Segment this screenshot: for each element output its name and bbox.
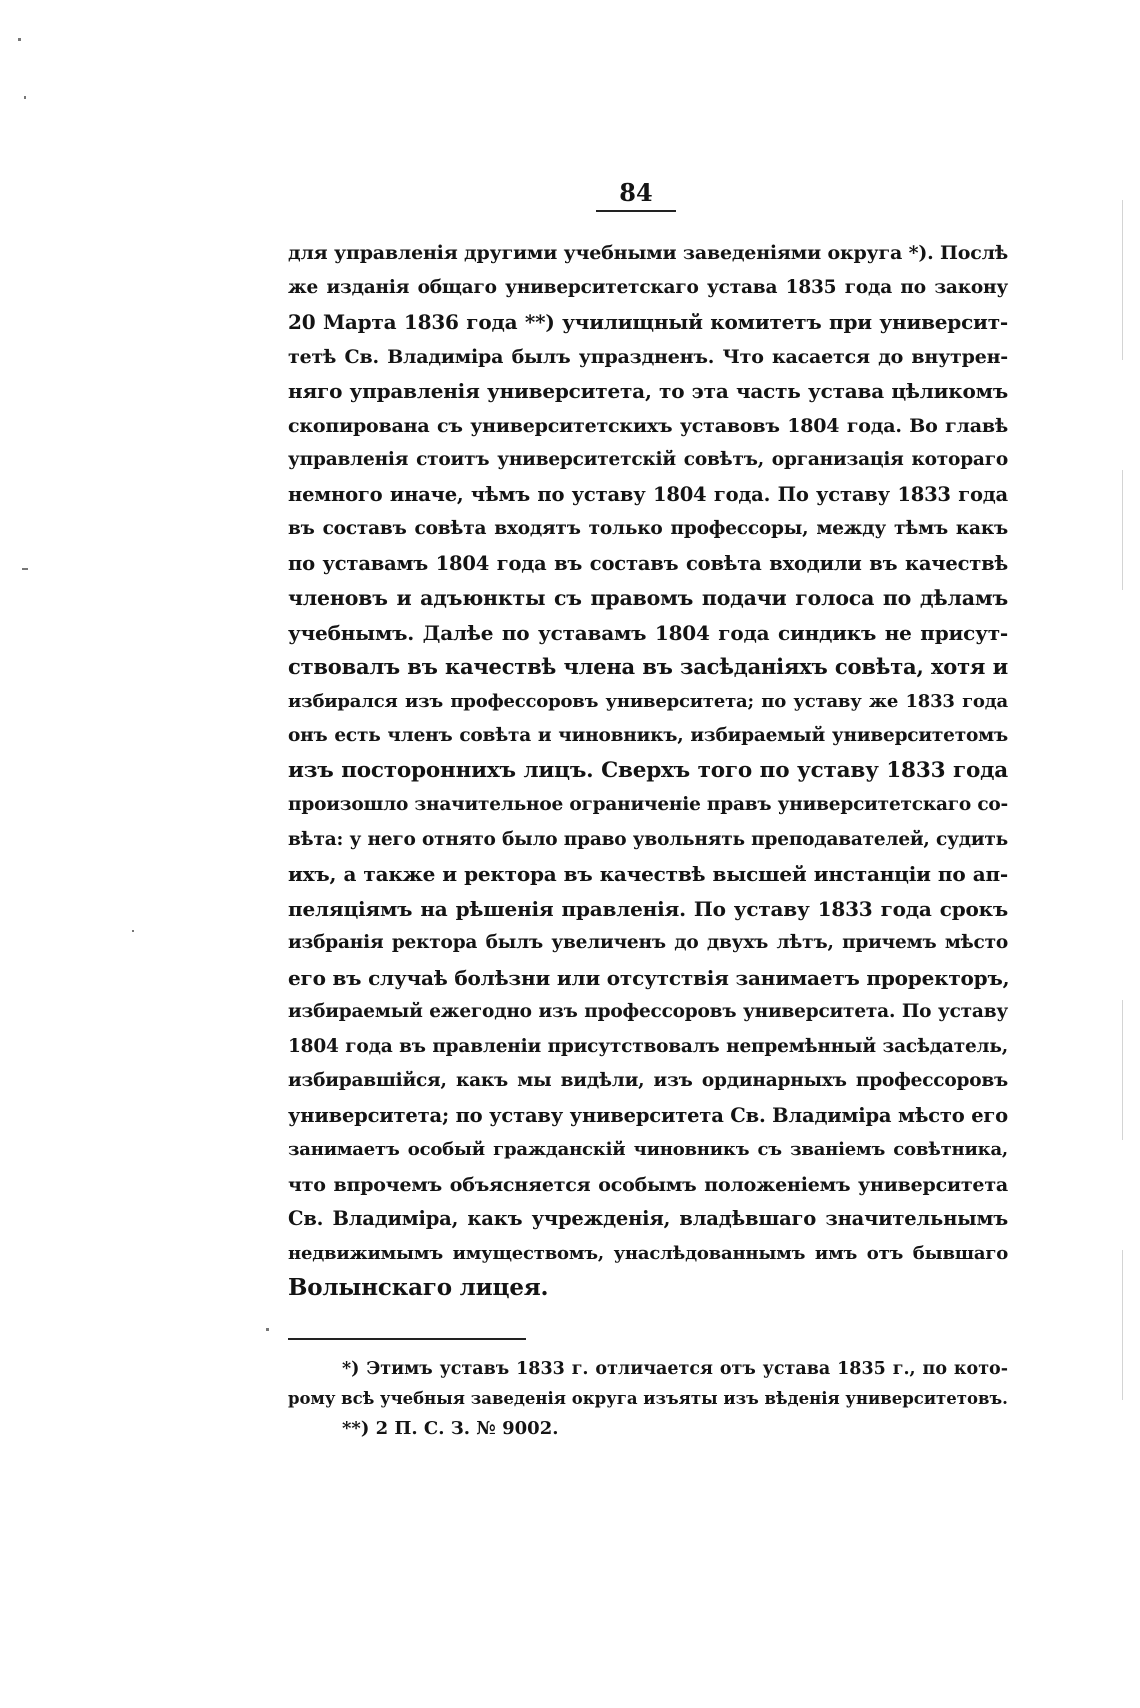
margin-rule-middle [1122,1000,1123,1140]
text-line: недвижимымъ имуществомъ, унаслѣдованнымъ имъ отъ бывшаго [288,1242,1008,1264]
scan-speck [132,930,134,932]
text-line: по уставамъ 1804 года въ составъ совѣта входили въ качествѣ [288,551,1008,575]
text-line: немного иначе, чѣмъ по уставу 1804 года. По уставу 1833 года [288,482,1008,506]
text-line: членовъ и адъюнкты съ правомъ подачи голоса по дѣламъ [288,586,1008,610]
text-line: его въ случаѣ болѣзни или отсутствія занимаетъ проректоръ, [288,965,1010,990]
margin-rule-top [1122,200,1123,360]
text-line: управленія стоитъ университетскій совѣтъ, организація котораго [288,449,1008,470]
text-line: избираемый ежегодно изъ профессоровъ университета. По уставу [288,1001,1008,1022]
margin-rule-upper [1122,470,1123,590]
scan-speck [22,568,28,570]
text-line: ихъ, а также и ректора въ качествѣ высшей инстанціи по ап- [288,862,1008,886]
text-line: Св. Владиміра, какъ учрежденія, владѣвшаго значительнымъ [288,1207,1008,1230]
text-line: 1804 года въ правленіи присутствовалъ непремѣнный засѣдатель, [288,1035,1008,1057]
text-line: изъ постороннихъ лицъ. Сверхъ того по уставу 1833 года [288,757,1008,783]
text-line: тетѣ Св. Владиміра былъ упраздненъ. Что касается до внутрен- [288,345,1008,368]
footnote-1-line-2: рому всѣ учебныя заведенія округа изъяты изъ вѣденія университетовъ. [288,1389,1008,1408]
scan-speck [24,96,26,99]
text-line-last: Волынскаго лицея. [288,1274,549,1301]
text-line: университета; по уставу университета Св. Владиміра мѣсто его [288,1103,1008,1127]
text-line: избирался изъ профессоровъ университета; по уставу же 1833 года [288,690,1008,712]
text-line: онъ есть членъ совѣта и чиновникъ, избираемый университетомъ [288,725,1008,746]
text-line: пеляціямъ на рѣшенія правленія. По уставу 1833 года срокъ [288,896,1008,921]
text-line: для управленія другими учебными заведеніями округа *). Послѣ [288,242,1008,264]
scan-speck [18,38,21,41]
text-line: избранія ректора былъ увеличенъ до двухъ лѣтъ, причемъ мѣсто [288,932,1008,953]
footnotes [288,1354,1008,1444]
text-line: произошло значительное ограниченіе правъ университетскаго со- [288,794,1008,815]
text-line: избиравшійся, какъ мы видѣли, изъ ординарныхъ профессоровъ [288,1070,1008,1091]
text-line: въ составъ совѣта входятъ только профессоры, между тѣмъ какъ [288,518,1008,539]
text-line: 20 Марта 1836 года **) училищный комитетъ при университ- [288,310,1008,334]
scan-speck [266,1328,269,1331]
text-line: скопирована съ университетскихъ уставовъ 1804 года. Во главѣ [288,414,1008,437]
text-line: няго управленія университета, то эта часть устава цѣликомъ [288,379,1008,403]
footnote-2: **) 2 П. С. З. № 9002. [342,1418,559,1439]
text-line: ствовалъ въ качествѣ члена въ засѣданіяхъ совѣта, хотя и [288,654,1008,679]
footnote-divider [288,1338,526,1340]
margin-rule-lower [1122,1250,1123,1400]
text-line: что впрочемъ объясняется особымъ положеніемъ университета [288,1173,1008,1196]
footnote-1-line-1: *) Этимъ уставъ 1833 г. отличается отъ устава 1835 г., по кото- [342,1359,1008,1379]
text-line: вѣта: у него отнято было право увольнять преподавателей, судить [288,828,1008,850]
main-text [288,236,1008,1306]
text-line: учебнымъ. Далѣе по уставамъ 1804 года синдикъ не присут- [288,620,1008,645]
text-line: же изданія общаго университетскаго устава 1835 года по закону [288,276,1008,298]
text-line: занимаетъ особый гражданскій чиновникъ съ званіемъ совѣтника, [288,1139,1008,1160]
page-number: 84 [596,178,676,212]
